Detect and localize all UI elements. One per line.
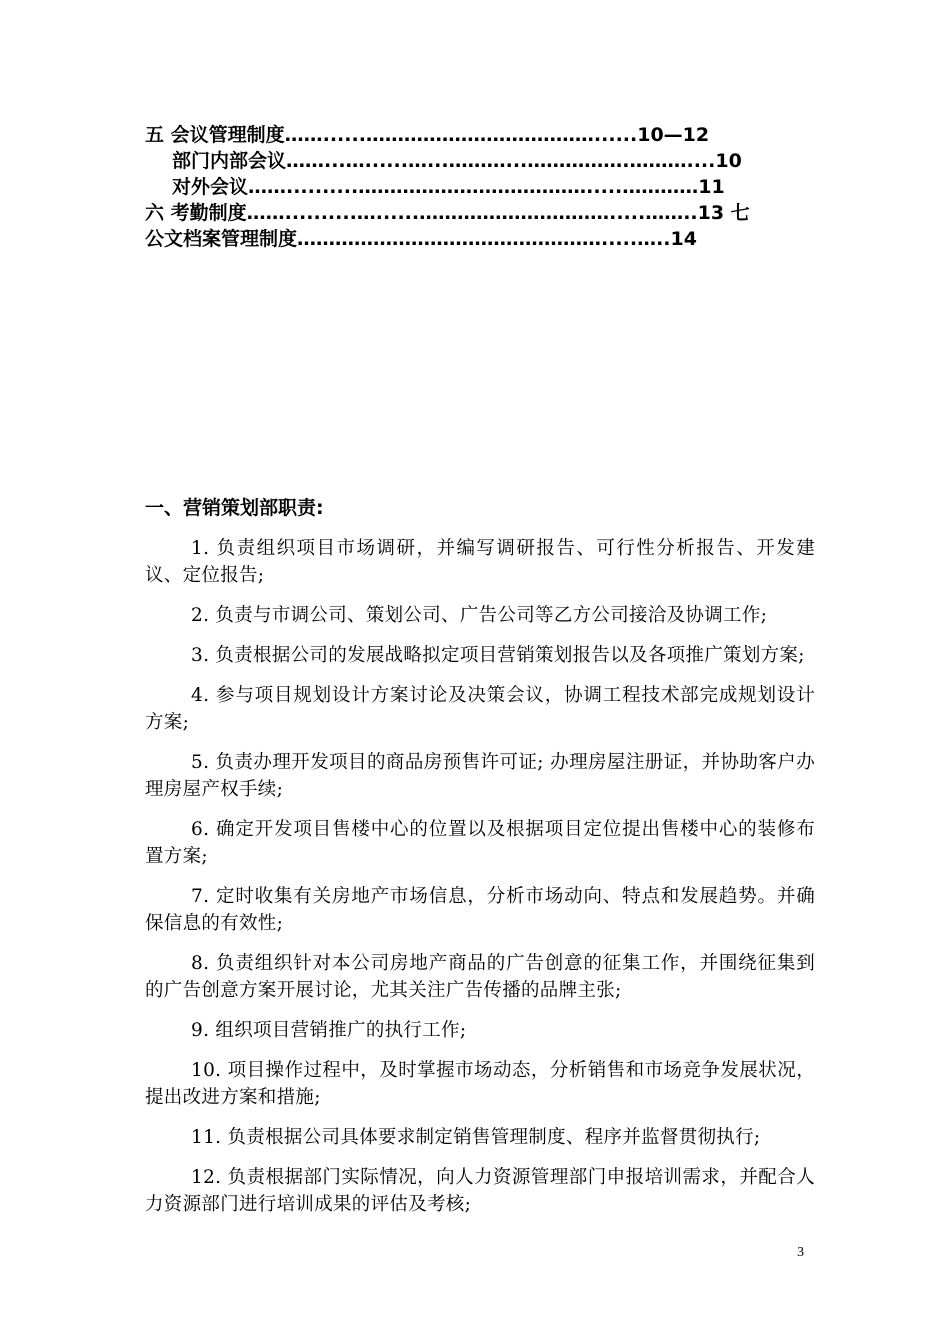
section-heading: 一、营销策划部职责: (145, 497, 324, 519)
duty-item: 2. 负责与市调公司、策划公司、广告公司等乙方公司接洽及协调工作; (191, 605, 768, 626)
duty-item: 3. 负责根据公司的发展战略拟定项目营销策划报告以及各项推广策划方案; (191, 645, 805, 666)
toc-entry-external-meeting: 对外会议……..........……………………………….....…………11 (172, 176, 725, 198)
duty-item: 12. 负责根据部门实际情况，向人力资源管理部门申报培训需求，并配合人力资源部门进行培训成果的评估及考核; (145, 1167, 815, 1215)
duty-item: 7. 定时收集有关房地产市场信息，分析市场动向、特点和发展趋势。并确保信息的有效性; (145, 886, 815, 934)
duty-item: 4. 参与项目规划设计方案讨论及决策会议，协调工程技术部完成规划设计方案; (145, 685, 815, 733)
duty-item: 5. 负责办理开发项目的商品房预售许可证; 办理房屋注册证，并协助客户办理房屋产权手续; (145, 752, 815, 800)
duty-item: 6. 确定开发项目售楼中心的位置以及根据项目定位提出售楼中心的装修布置方案; (145, 819, 815, 867)
toc-entry-internal-meeting: 部门内部会议……...…......…...………...…………….………....10 (172, 150, 742, 172)
toc-entry-attendance-rules: 六 考勤制度……..........…......………………………….....……..13 七 (145, 202, 750, 224)
marketing-duties-section (145, 495, 815, 1231)
duty-item: 10. 项目操作过程中，及时掌握市场动态，分析销售和市场竞争发展状况，提出改进方案和措施; (145, 1060, 815, 1108)
table-of-contents (145, 122, 825, 252)
duty-item: 1. 负责组织项目市场调研，并编写调研报告、可行性分析报告、开发建议、定位报告; (145, 538, 815, 586)
duty-item: 9. 组织项目营销推广的执行工作; (191, 1020, 467, 1041)
toc-entry-archive-rules: 公文档案管理制度………………………………………….....…..14 (145, 228, 697, 250)
toc-entry-meeting-rules: 五 会议管理制度……......………………………………......10—12 (145, 124, 710, 146)
duty-item: 11. 负责根据公司具体要求制定销售管理制度、程序并监督贯彻执行; (191, 1127, 761, 1148)
page-number: 3 (797, 1245, 804, 1260)
duty-item: 8. 负责组织针对本公司房地产商品的广告创意的征集工作，并围绕征集到的广告创意方案开展讨论，尤其关注广告传播的品牌主张; (145, 953, 815, 1001)
